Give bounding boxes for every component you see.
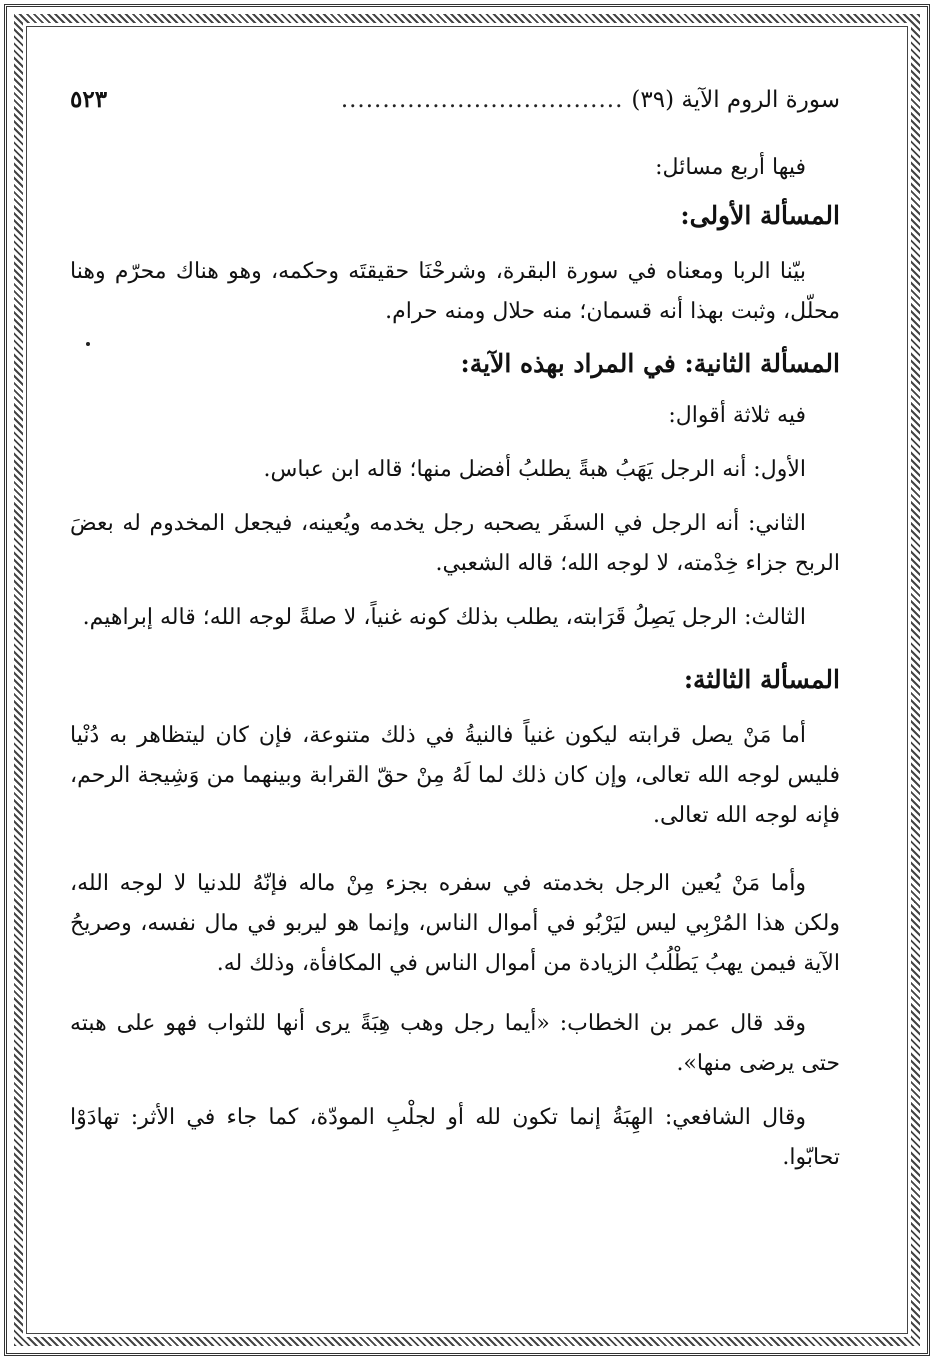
q2-heading: المسألة الثانية: في المراد بهذه الآية:	[460, 349, 840, 378]
intro-line: فيها أربع مسائل:	[655, 155, 806, 180]
q2-third-opinion: الثالث: الرجل يَصِلُ قَرَابته، يطلب بذلك كونه غنياً، لا صلةً لوجه الله؛ قاله إبراهيم.	[82, 605, 806, 630]
q3-heading: المسألة الثالثة:	[683, 665, 840, 694]
q2-second-opinion: الثاني: أنه الرجل في السفَر يصحبه رجل يخدمه ويُعينه، فيجعل المخدوم له بعضَ الربح جزاء خِدْمته، لا لوجه الله؛ قاله الشعبي.	[70, 511, 840, 576]
q2-intro: فيه ثلاثة أقوال:	[668, 403, 806, 428]
q3-paragraph-1: أما مَنْ يصل قرابته ليكون غنياً فالنيةُ في ذلك متنوعة، فإن كان ليتظاهر به دُنْيا فليس لوجه الله تعالى، وإن كان ذلك لما لَهُ مِنْ حقّ القرابة وبينهما من وَشِيجة الرحم، فإنه لوجه الله تعالى.	[70, 723, 840, 828]
page-number: ٥٢٣	[70, 86, 108, 113]
running-header	[70, 86, 840, 126]
q3-paragraph-4: وقال الشافعي: الهِبَةُ إنما تكون لله أو لجلْبِ المودّة، كما جاء في الأثر: تهادَوْا تحابّوا.	[70, 1105, 840, 1170]
header-title: سورة الروم الآية (٣٩)	[631, 87, 840, 113]
header-dots: ..................................	[340, 87, 624, 113]
q3-paragraph-3: وقد قال عمر بن الخطاب: «أيما رجل وهب هِبَةً يرى أنها للثواب فهو على هبته حتى يرضى منها».	[70, 1011, 840, 1076]
q3-paragraph-2: وأما مَنْ يُعين الرجل بخدمته في سفره بجزء مِنْ ماله فإنّهُ للدنيا لا لوجه الله، ولكن هذا المُرْبِي ليس ليَرْبُو في أموال الناس، وإنما هو ليربو في مال نفسه، وصريحُ الآية فيمن يهبُ يَطْلُبُ الزيادة من أموال الناس في المكافأة، وذلك له.	[70, 871, 840, 976]
page-content	[70, 86, 840, 1178]
q1-heading: المسألة الأولى:	[680, 201, 840, 230]
q1-paragraph: بيّنا الربا ومعناه في سورة البقرة، وشرحْنَا حقيقتَه وحكمه، وهو هناك محرّم وهنا محلّل، وثبت بهذا أنه قسمان؛ منه حلال ومنه حرام.	[70, 259, 840, 324]
q2-first-opinion: الأول: أنه الرجل يَهَبُ هبةً يطلبُ أفضل منها؛ قاله ابن عباس.	[263, 457, 806, 482]
